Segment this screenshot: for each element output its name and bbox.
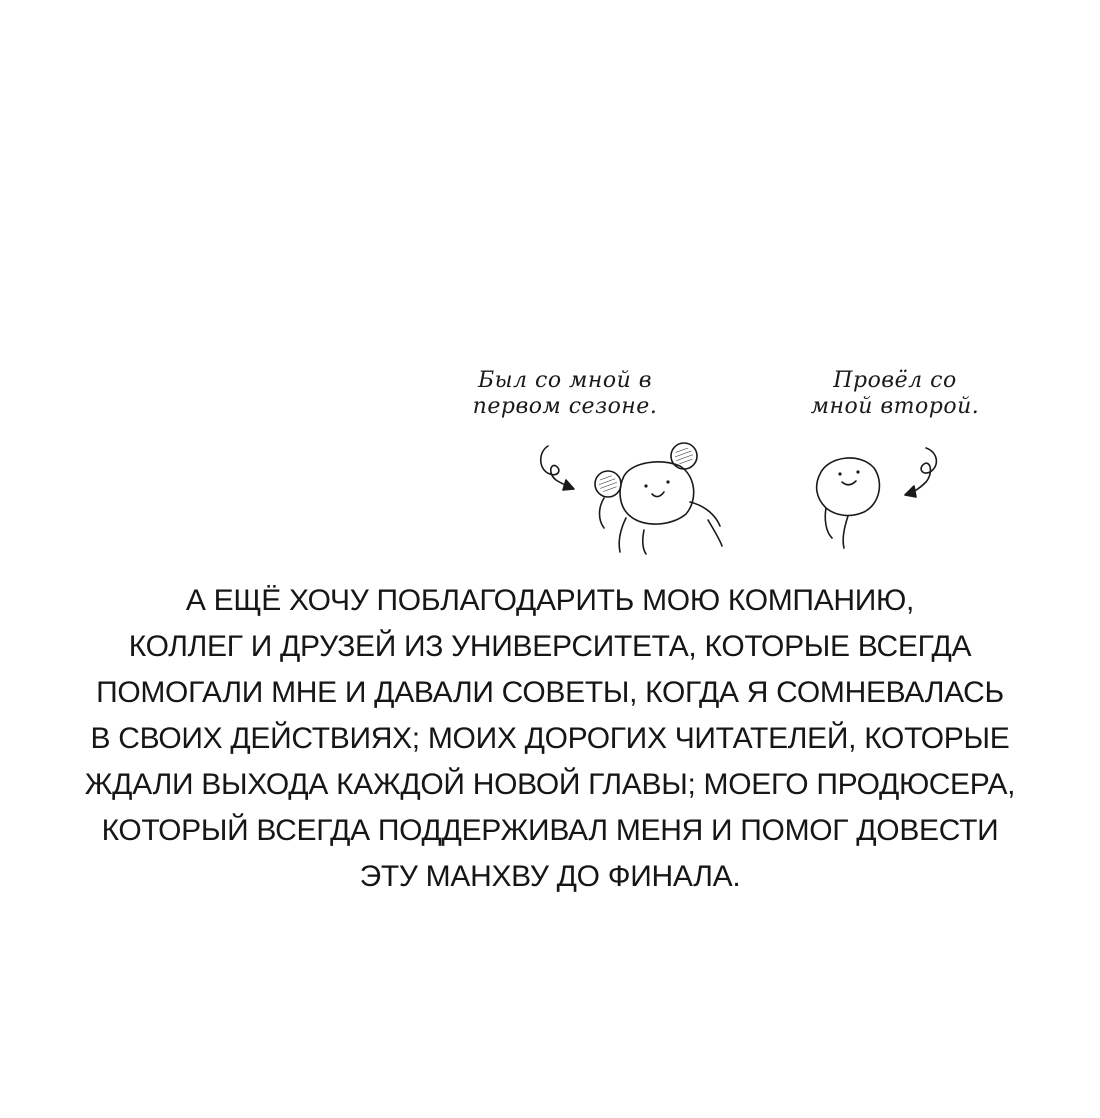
acknowledgement-line: ПОМОГАЛИ МНЕ И ДАВАЛИ СОВЕТЫ, КОГДА Я СОМНЕВАЛАСЬ bbox=[96, 676, 1004, 709]
caption-second-season bbox=[780, 368, 1010, 420]
round-character-icon bbox=[817, 458, 880, 548]
curly-arrow-icon bbox=[541, 446, 574, 490]
acknowledgement-line: ЭТУ МАНХВУ ДО ФИНАЛА. bbox=[359, 860, 741, 893]
caption-first-season bbox=[430, 368, 700, 420]
acknowledgement-line: В СВОИХ ДЕЙСТВИЯХ; МОИХ ДОРОГИХ ЧИТАТЕЛЕЙ, КОТОРЫЕ bbox=[90, 722, 1010, 755]
acknowledgement-text bbox=[60, 578, 1040, 900]
acknowledgement-line: КОТОРЫЙ ВСЕГДА ПОДДЕРЖИВАЛ МЕНЯ И ПОМОГ ДОВЕСТИ bbox=[101, 814, 999, 847]
caption-second-season-line-1: Провёл со bbox=[833, 368, 957, 393]
caption-second-season-line-2: мной второй. bbox=[810, 394, 980, 419]
acknowledgement-line: А ЕЩЁ ХОЧУ ПОБЛАГОДАРИТЬ МОЮ КОМПАНИЮ, bbox=[185, 584, 915, 617]
acknowledgement-line: КОЛЛЕГ И ДРУЗЕЙ ИЗ УНИВЕРСИТЕТА, КОТОРЫЕ ВСЕГДА bbox=[128, 630, 972, 663]
caption-first-season-line-2: первом сезоне. bbox=[472, 394, 658, 419]
curly-arrow-icon bbox=[905, 448, 936, 497]
acknowledgement-line: ЖДАЛИ ВЫХОДА КАЖДОЙ НОВОЙ ГЛАВЫ; МОЕГО ПРОДЮСЕРА, bbox=[84, 768, 1016, 801]
bear-character-icon bbox=[595, 443, 722, 554]
caption-first-season-line-1: Был со мной в bbox=[477, 368, 653, 393]
